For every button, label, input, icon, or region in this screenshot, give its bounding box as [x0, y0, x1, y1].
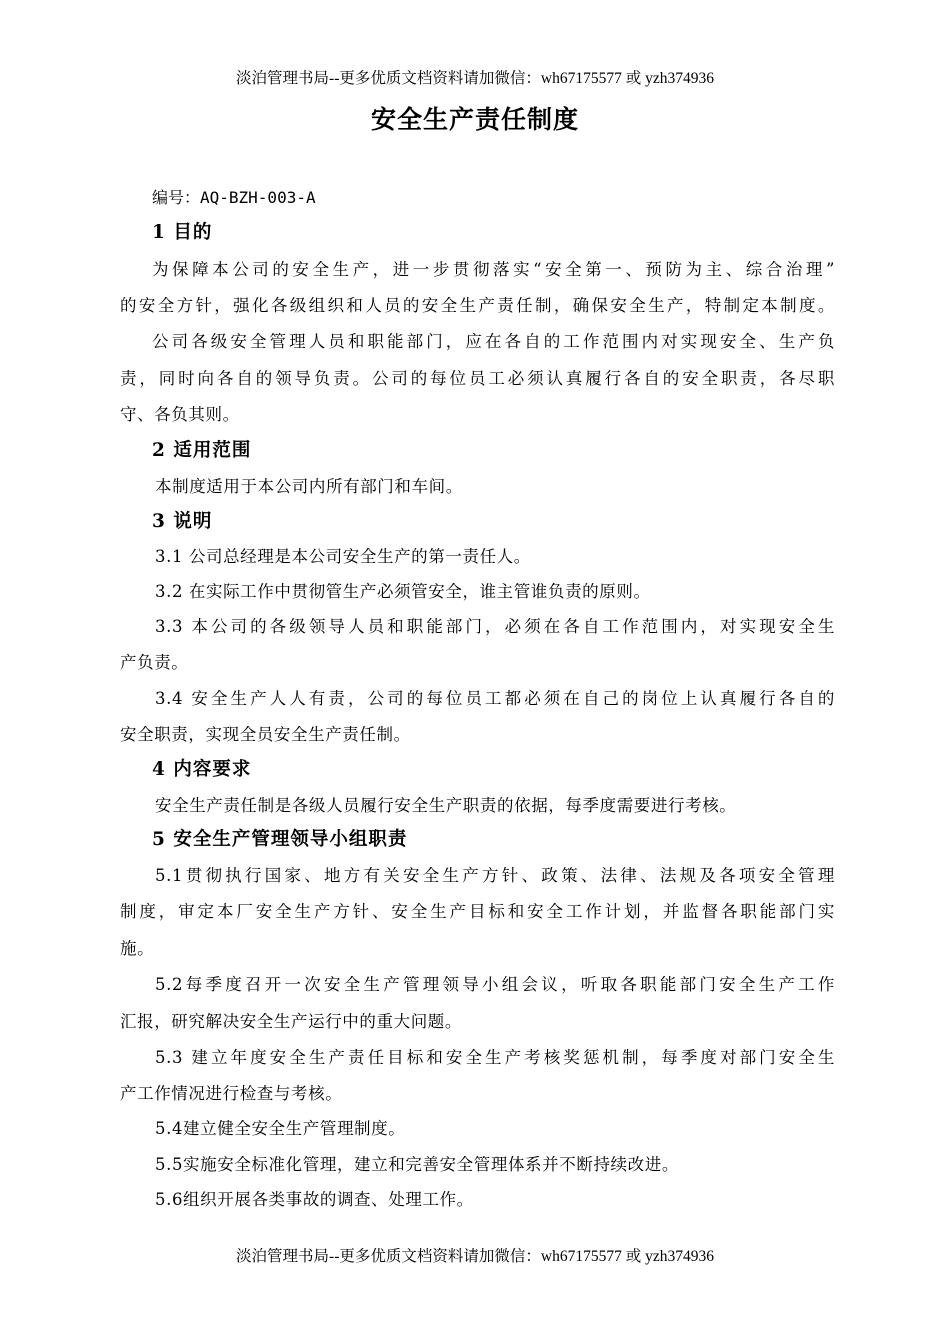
paragraph-line: 公司各级安全管理人员和职能部门，应在各自的工作范围内对实现安全、生产负: [152, 332, 835, 351]
page-header-watermark: 淡泊管理书局--更多优质文档资料请加微信：wh67175577 或 yzh374936: [236, 70, 714, 87]
section-5-heading: 5 安全生产管理领导小组职责: [152, 829, 408, 850]
paragraph-line: 3.3 本公司的各级领导人员和职能部门，必须在各自工作范围内，对实现安全生: [155, 617, 835, 636]
paragraph-line: 责，同时向各自的领导负责。公司的每位员工必须认真履行各自的安全职责，各尽职: [120, 369, 835, 388]
paragraph-line: 5.5实施安全标准化管理，建立和完善安全管理体系并不断持续改进。: [155, 1155, 679, 1174]
paragraph-line: 5.4建立健全安全生产管理制度。: [155, 1119, 406, 1138]
section-2-heading: 2 适用范围: [152, 440, 252, 461]
paragraph-line: 产负责。: [120, 653, 189, 672]
paragraph-line: 5.1贯彻执行国家、地方有关安全生产方针、政策、法律、法规及各项安全管理: [155, 866, 835, 885]
paragraph-line: 汇报，研究解决安全生产运行中的重大问题。: [120, 1012, 462, 1031]
paragraph-line: 的安全方针，强化各级组织和人员的安全生产责任制，确保安全生产，特制定本制度。: [120, 296, 835, 315]
section-3-heading: 3 说明: [152, 511, 213, 532]
paragraph-line: 3.2 在实际工作中贯彻管生产必须管安全，谁主管谁负责的原则。: [155, 582, 651, 601]
document-title: 安全生产责任制度: [370, 105, 579, 134]
document-code: 编号：AQ-BZH-003-A: [152, 188, 316, 207]
paragraph-line: 5.6组织开展各类事故的调查、处理工作。: [155, 1190, 474, 1209]
paragraph-line: 本制度适用于本公司内所有部门和车间。: [155, 477, 463, 496]
paragraph-line: 安全职责，实现全员安全生产责任制。: [120, 725, 411, 744]
paragraph-line: 3.1 公司总经理是本公司安全生产的第一责任人。: [155, 547, 531, 566]
paragraph-line: 产工作情况进行检查与考核。: [120, 1084, 343, 1103]
paragraph-line: 5.2每季度召开一次安全生产管理领导小组会议，听取各职能部门安全生产工作: [155, 975, 835, 994]
paragraph-line: 施。: [120, 939, 155, 958]
paragraph-line: 制度，审定本厂安全生产方针、安全生产目标和安全工作计划，并监督各职能部门实: [120, 902, 835, 921]
paragraph-line: 守、各负其则。: [120, 405, 240, 424]
section-1-heading: 1 目的: [152, 222, 213, 243]
paragraph-line: 为保障本公司的安全生产，进一步贯彻落实“安全第一、预防为主、综合治理”: [152, 260, 835, 279]
paragraph-line: 3.4 安全生产人人有责，公司的每位员工都必须在自己的岗位上认真履行各自的: [155, 689, 835, 708]
paragraph-line: 5.3 建立年度安全生产责任目标和安全生产考核奖惩机制，每季度对部门安全生: [155, 1048, 835, 1067]
section-4-heading: 4 内容要求: [152, 759, 252, 780]
paragraph-line: 安全生产责任制是各级人员履行安全生产职责的依据，每季度需要进行考核。: [155, 796, 737, 815]
page-footer-watermark: 淡泊管理书局--更多优质文档资料请加微信：wh67175577 或 yzh374936: [236, 1248, 714, 1265]
